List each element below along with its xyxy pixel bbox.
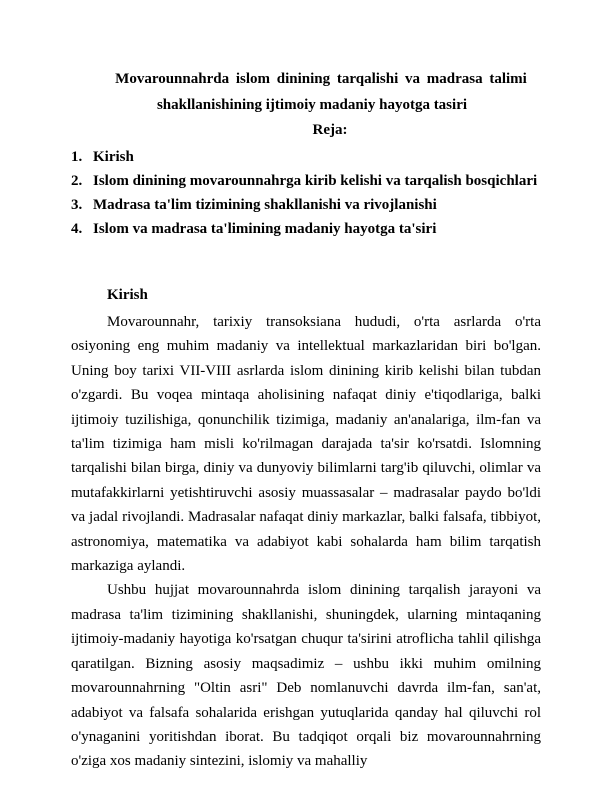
body-text xyxy=(71,310,541,774)
document-title-line-1: Movarounnahrda islom dinining tarqalishi va madrasa talimi xyxy=(115,71,527,87)
body-paragraph: Movarounnahr, tarixiy transoksiana hududi, o'rta asrlarda o'rta osiyoning eng muhim madaniy va intellektual markazlaridan biri bo'lgan. Uning boy tarixi VII-VIII asrlarda islom dinining kirib kelishi bilan tubdan o'zgardi. Bu voqea mintaqa aholisining nafaqat diniy e'tiqodlariga, balki ijtimoiy tuzilishiga, qonunchilik tizimiga, madaniy an'analariga, ilm-fan va ta'lim tizimiga ham misli ko'rilmagan darajada ta'sir ko'rsatdi. Islomning tarqalishi bilan birga, diniy va dunyoviy bilimlarni targ'ib qiluvchi, olimlar va mutafakkirlarni yetishtiruvchi asosiy muassasalar – madrasalar paydo bo'ldi va jadal rivojlandi. Madrasalar nafaqat diniy markazlar, balki falsafa, tibbiyot, astronomiya, matematika va adabiyot kabi sohalarda ham bilim tarqatish markaziga aylandi. xyxy=(71,314,541,575)
document-title-line-2: shakllanishining ijtimoiy madaniy hayotga tasiri xyxy=(156,97,468,113)
plan-heading: Reja: xyxy=(312,122,348,138)
plan-item-number: 4. xyxy=(71,221,83,237)
plan-item-text: Islom va madrasa ta'limining madaniy hayotga ta'siri xyxy=(93,221,437,237)
plan-item-text: Islom dinining movarounnahrga kirib kelishi va tarqalish bosqichlari xyxy=(93,173,538,189)
plan-item xyxy=(71,217,537,241)
plan-item-number: 1. xyxy=(71,149,83,165)
plan-item-text: Madrasa ta'lim tizimining shakllanishi va rivojlanishi xyxy=(93,197,437,213)
plan-item xyxy=(71,193,537,217)
body-paragraph: Ushbu hujjat movarounnahrda islom dinining tarqalish jarayoni va madrasa ta'lim tizimining shakllanishi, shuningdek, ularning mintaqaning ijtimoiy-madaniy hayotiga ko'rsatgan chuqur ta'sirini atroflicha tahlil qilishga qaratilgan. Bizning asosiy maqsadimiz – ushbu ikki muhim omilning movarounnahrning "Oltin asri" Deb nomlanuvchi davrda ilm-fan, san'at, adabiyot va falsafa sohalarida erishgan yutuqlarida qanday hal qiluvchi rol o'ynaganini yoritishdan iborat. Bu tadqiqot orqali biz movarounnahrning o'ziga xos madaniy sintezini, islomiy va mahalliy xyxy=(71,582,541,770)
plan-item xyxy=(71,169,537,193)
plan-item-text: Kirish xyxy=(93,149,134,165)
plan-item-number: 2. xyxy=(71,173,83,189)
plan-list xyxy=(71,145,537,241)
section-heading: Kirish xyxy=(107,287,148,303)
plan-item-number: 3. xyxy=(71,197,83,213)
plan-item xyxy=(71,145,537,169)
